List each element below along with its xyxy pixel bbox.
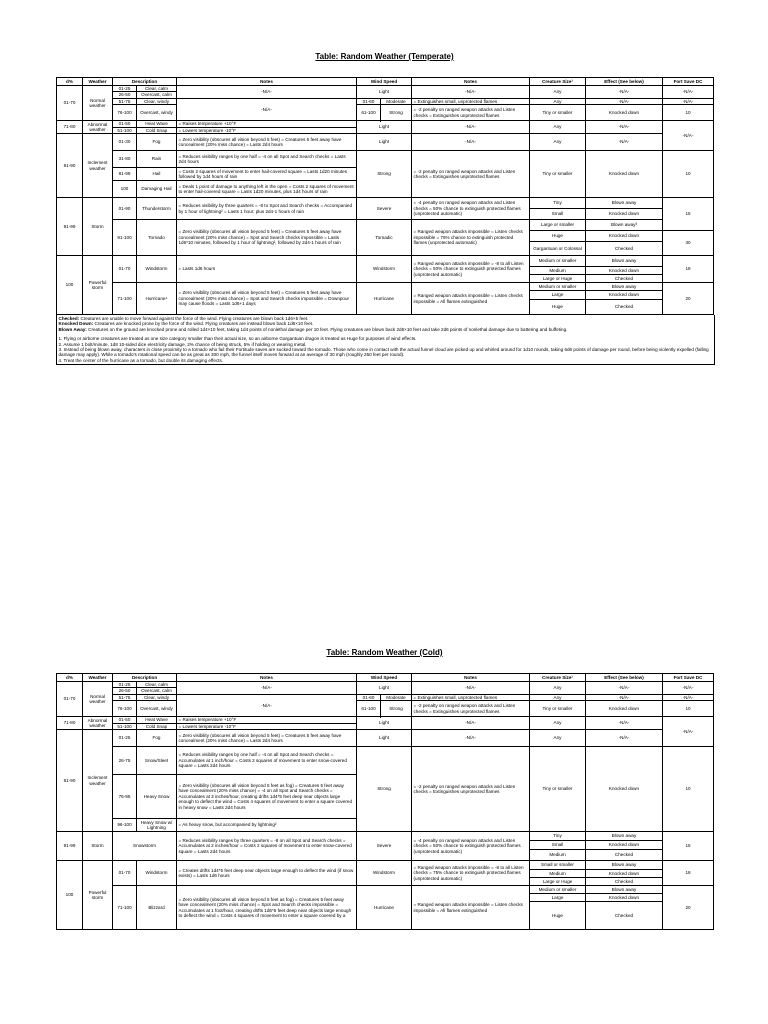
description-cell: Clear, windy	[137, 98, 177, 104]
wind-range-cell: 61-100	[357, 701, 381, 717]
notes-cell: = Costs 2 squares of movement to enter hail-covered square = Lasts 1d20 minutes followed by 1d4 hours of rain	[177, 168, 357, 181]
creature-size-cell: Medium	[530, 267, 586, 275]
notes-cell: = Lasts 1d6 hours	[177, 256, 357, 283]
range-cell: 26-75	[113, 747, 137, 775]
dc-cell: 18	[663, 861, 714, 886]
footnote-text: Creatures are unable to move forward against the force of the wind. Flying creatures are blown back 1d6×5 feet.	[79, 316, 309, 322]
notes-cell: = Reduces visibility by three quarters = -8 to Spot and Search checks = Accompanied by 1 hour of lightning² = Lasts 1 hour; plus 2d4-1 hours of rain	[177, 198, 357, 220]
dc-cell: -N/A-	[663, 694, 714, 700]
header-cell: Notes	[177, 674, 357, 682]
dc-cell: 10	[663, 151, 714, 198]
wind-notes-cell: -N/A-	[412, 134, 530, 151]
notes-cell: = Zero visibility (obscures all vision beyond 5 feet as fog) = Creatures 5 feet away have concealment (20% miss chance) = -4 on all Spot and Search checks = Accumulates at 3 inches/hour, creating drifts 1d4*5 feet deep near objects large enough to deflect the wind = Costs 4 squares of movement to enter a square covered in heavy snow = Lasts 2d4 hours	[177, 775, 357, 819]
wind-notes-cell: = Ranged weapon attacks impossible = Listen checks impossible = All flames extinguished	[412, 886, 530, 930]
wind-notes-cell: = Extinguishes small, unprotected flames	[412, 98, 530, 104]
notes-cell: = As heavy snow, but accompanied by lightning²	[177, 819, 357, 832]
range-cell: 01-50	[113, 717, 137, 723]
footnote-4: 4. Treat the center of the hurricane as a tornado, but double its damaging effects.	[58, 357, 224, 363]
cold-weather-table	[56, 673, 714, 930]
notes-cell: = Reduces visibility ranges by three quarters = -8 on all Spot and Search checks = Accumulates at 2 inches/hour = Costs 2 squares of movement to enter snow-covered square = Lasts 2d4 hours	[177, 832, 357, 861]
description-cell: Heat Wave	[137, 121, 177, 127]
effect-cell: Checked	[586, 878, 663, 886]
description-cell: Blizzard	[137, 886, 177, 930]
effect-cell: Knocked down	[586, 747, 663, 832]
table-row	[57, 832, 714, 841]
description-cell: Tornado	[137, 220, 177, 256]
table-row	[57, 198, 714, 209]
dc-cell: -N/A-	[663, 86, 714, 99]
range-cell: 81-90	[57, 730, 83, 832]
header-cell: d%	[57, 78, 83, 86]
wind-notes-cell: = -4 penalty on ranged weapon attacks and Listen checks = 50% chance to extinguish protected flames (unprotected automatic)	[412, 832, 530, 861]
range-cell: 51-75	[113, 694, 137, 700]
notes-cell: = Deals 1 point of damage to anything left in the open = Costs 2 squares of movement to enter hail-covered square = Lasts 1d20 minutes, plus 1d4 hours of rain	[177, 181, 357, 198]
wind-speed-cell: Light	[357, 121, 412, 134]
weather-cell: Abnormal weather	[83, 717, 113, 730]
table-row	[57, 220, 714, 231]
description-cell: Clear, calm	[137, 682, 177, 688]
description-cell: Rain	[137, 151, 177, 168]
effect-cell: Checked	[586, 850, 663, 861]
table-row	[57, 121, 714, 127]
range-cell: 01-30	[113, 134, 137, 151]
creature-size-cell: Large or Huge	[530, 275, 586, 283]
effect-cell: Checked	[586, 902, 663, 930]
creature-size-cell: Small	[530, 209, 586, 220]
creature-size-cell: Any	[530, 134, 586, 151]
header-cell: Notes	[177, 78, 357, 86]
creature-size-cell: Any	[530, 717, 586, 730]
dc-cell: 30	[663, 231, 714, 256]
range-cell: 71-80	[57, 121, 83, 134]
description-cell: Snow/Sleet	[137, 747, 177, 775]
notes-cell: = Zero visibility (obscures all vision beyond 5 feet) = Creatures 5 feet away have concealment (20% miss chance) = Spot and Search checks impossible = Lasts 1d6*10 minutes, followed by 1 hour of lightning², followed by 2d4-1 hours of rain	[177, 220, 357, 256]
header-cell: d%	[57, 674, 83, 682]
range-cell: 01-90	[113, 198, 137, 220]
range-cell: 71-100	[113, 886, 137, 930]
wind-notes-cell: = -2 penalty on ranged weapon attacks and Listen checks = Extinguishes unprotected flames	[412, 747, 530, 832]
wind-speed-cell: Windstorm	[357, 861, 412, 886]
notes-cell: = Raises temperature +10°F	[177, 717, 357, 723]
footnote-2: 2. Assume 1 bolt/minute, 1d8 10-sided dice electricity damage, 2% chance of being struck, 5% if holding or wearing metal.	[58, 341, 307, 347]
table-row	[57, 105, 714, 121]
table-row	[57, 151, 714, 168]
description-cell: Heavy Snow	[137, 775, 177, 819]
description-cell: Overcast, calm	[137, 92, 177, 98]
effect-cell: Knocked down	[586, 231, 663, 242]
dc-cell: 10	[663, 701, 714, 717]
wind-speed-cell: Strong	[381, 105, 412, 121]
creature-size-cell: Any	[530, 694, 586, 700]
wind-range-cell: 61-100	[357, 105, 381, 121]
creature-size-cell: Huge	[530, 231, 586, 242]
description-cell: Hurricane⁴	[137, 283, 177, 315]
dc-cell: -N/A-	[663, 121, 714, 151]
weather-cell: Powerful storm	[83, 861, 113, 930]
wind-speed-cell: Strong	[357, 747, 412, 832]
wind-notes-cell: = Ranged weapon attacks impossible = -8 to all Listen checks = 50% chance to extinguish protected flames (unprotected automatic)	[412, 256, 530, 283]
creature-size-cell: Small	[530, 841, 586, 850]
dc-cell: 10	[663, 105, 714, 121]
description-cell: Fog	[137, 134, 177, 151]
notes-cell: = Zero visibility (obscures all vision beyond 5 feet) = Creatures 5 feet away have concealment (20% miss chance) = Lasts 2d4 hours	[177, 730, 357, 747]
wind-notes-cell: = -2 penalty on ranged weapon attacks and Listen checks = Extinguishes unprotected flames	[412, 105, 530, 121]
footnote-1: 1. Flying or airborne creatures are treated as one size category smaller than their actual size, so an airborne Gargantuan dragon is treated as Huge for purposes of wind effects.	[58, 336, 417, 342]
footnote-text: Creatures are knocked prone by the force of the wind. Flying creatures are instead blown back 1d6×10 feet.	[93, 321, 314, 327]
description-cell: Windstorm	[137, 256, 177, 283]
footnote-term: Knocked Down:	[58, 321, 94, 327]
effect-cell: -N/A-	[586, 694, 663, 700]
effect-cell: Knocked down	[586, 209, 663, 220]
table-title: Table: Random Weather (Cold)	[326, 648, 443, 657]
range-cell: 91-99	[57, 832, 83, 861]
range-cell: 01-70	[113, 256, 137, 283]
weather-cell: Inclement weather	[83, 134, 113, 198]
header-cell: Creature Size¹	[530, 674, 586, 682]
wind-speed-cell: Light	[357, 717, 412, 730]
creature-size-cell: Medium or smaller	[530, 886, 586, 894]
creature-size-cell: Tiny	[530, 832, 586, 841]
effect-cell: Checked	[586, 242, 663, 256]
effect-cell: Blown away³	[586, 220, 663, 231]
header-cell: Notes	[412, 78, 530, 86]
range-cell: 01-50	[113, 121, 137, 127]
header-cell: Description	[113, 78, 177, 86]
table-footnotes	[56, 315, 715, 365]
range-cell: 100	[57, 861, 83, 930]
effect-cell: Blown away	[586, 886, 663, 894]
header-cell: Wind Speed	[357, 78, 412, 86]
wind-notes-cell: = Ranged weapon attacks impossible = Listen checks impossible = All flames extinguished	[412, 283, 530, 315]
header-cell: Fort Save DC	[663, 78, 714, 86]
effect-cell: Blown away	[586, 832, 663, 841]
creature-size-cell: Huge	[530, 300, 586, 315]
table-row	[57, 682, 714, 688]
footnote-3: 3. Instead of being blown away, characters in close proximity to a tornado who fail their Fortitude saves are sucked toward the tornado. Those who come in contact with the actual funnel cloud are picked up and whirled around for 1d10 rounds, taking 6d6 points of damage per round, before being violently expelled (falling damage may apply). While a tornado's rotational speed can be as great as 300 mph, the funnel itself moves forward at an average of 30 mph (roughly 250 feet per round).	[58, 347, 709, 358]
creature-size-cell: Medium or smaller	[530, 256, 586, 267]
wind-speed-cell: Tornadic	[357, 220, 412, 256]
range-cell: 26-50	[113, 688, 137, 694]
wind-notes-cell: = Ranged weapon attacks impossible = -8 to all Listen checks = 75% chance to extinguish protected flames (unprotected automatic)	[412, 861, 530, 886]
description-cell: Cold Snap	[137, 723, 177, 729]
table-title: Table: Random Weather (Temperate)	[315, 52, 454, 61]
description-cell: Overcast, windy	[137, 105, 177, 121]
footnote-term: Checked:	[58, 316, 80, 322]
description-cell: Windstorm	[137, 861, 177, 886]
range-cell: 01-25	[113, 86, 137, 92]
effect-cell: Knocked down	[586, 701, 663, 717]
table-header-row	[57, 78, 714, 86]
footnote-text: Creatures on the ground are knocked prone and rolled 1d4×10 feet, taking 1d4 points of nonlethal damage per 10 feet. Flying creatures are blown back 2d6×10 feet and take 2d6 points of nonlethal damage due to battering and buffeting.	[86, 326, 568, 332]
creature-size-cell: Any	[530, 86, 586, 99]
table-row	[57, 701, 714, 717]
range-cell: 51-75	[113, 98, 137, 104]
range-cell: 51-100	[113, 127, 137, 133]
range-cell: 100	[113, 181, 137, 198]
effect-cell: Knocked down	[586, 870, 663, 878]
weather-cell: Storm	[83, 832, 113, 861]
effect-cell: Blown away	[586, 198, 663, 209]
notes-cell: -N/A-	[177, 86, 357, 99]
effect-cell: Blown away	[586, 283, 663, 291]
range-cell: 76-95	[113, 775, 137, 819]
table-row	[57, 283, 714, 291]
notes-cell: = Creates drifts 1d4*5 feet deep near objects large enough to deflect the wind (if snow exists) = Lasts 1d6 hours	[177, 861, 357, 886]
header-cell: Fort Save DC	[663, 674, 714, 682]
wind-speed-cell: Light	[357, 134, 412, 151]
range-cell: 01-70	[113, 861, 137, 886]
range-cell: 51-100	[113, 723, 137, 729]
creature-size-cell: Medium	[530, 850, 586, 861]
dc-cell: -N/A-	[663, 682, 714, 695]
table-row	[57, 886, 714, 894]
wind-notes-cell: = Extinguishes small, unprotected flames	[412, 694, 530, 700]
wind-notes-cell: -N/A-	[412, 730, 530, 747]
creature-size-cell: Any	[530, 121, 586, 134]
header-cell: Effect (See below)	[586, 674, 663, 682]
effect-cell: -N/A-	[586, 717, 663, 730]
dc-cell: -N/A-	[663, 98, 714, 104]
notes-cell: = Zero visibility (obscures all vision beyond 5 feet) = Creatures 5 feet away have concealment (20% miss chance) = Lasts 2d4 hours	[177, 134, 357, 151]
table-row	[57, 256, 714, 267]
dc-cell: 15	[663, 832, 714, 861]
notes-cell: -N/A-	[177, 682, 357, 695]
effect-cell: -N/A-	[586, 730, 663, 747]
range-cell: 76-100	[113, 105, 137, 121]
header-cell: Description	[113, 674, 177, 682]
description-cell: Thunderstorm	[137, 198, 177, 220]
table-row	[57, 730, 714, 747]
wind-notes-cell: = -2 penalty on ranged weapon attacks and Listen checks = Extinguishes unprotected flames	[412, 701, 530, 717]
temperate-weather-table-section	[56, 52, 713, 365]
creature-size-cell: Tiny	[530, 198, 586, 209]
description-cell: Clear, calm	[137, 86, 177, 92]
creature-size-cell: Huge	[530, 902, 586, 930]
notes-cell: = Lowers temperature -10°F	[177, 723, 357, 729]
dc-cell: -N/A-	[663, 717, 714, 747]
dc-cell: 20	[663, 886, 714, 930]
weather-cell: Inclement weather	[83, 730, 113, 832]
creature-size-cell: Medium	[530, 870, 586, 878]
notes-cell: = Reduces visibility ranges by one half = -4 on all Spot and Search checks = Accumulates at 1 inch/hour = Costs 2 squares of movement to enter snow-covered square = Lasts 2d4 hours	[177, 747, 357, 775]
wind-speed-cell: Hurricane	[357, 283, 412, 315]
range-cell: 91-99	[57, 198, 83, 256]
effect-cell: Checked	[586, 300, 663, 315]
header-cell: Weather	[83, 78, 113, 86]
wind-speed-cell: Strong	[381, 701, 412, 717]
creature-size-cell: Large or smaller	[530, 220, 586, 231]
range-cell: 26-50	[113, 92, 137, 98]
table-row	[57, 861, 714, 870]
creature-size-cell: Any	[530, 730, 586, 747]
description-cell: Damaging Hail	[137, 181, 177, 198]
notes-cell: = Zero visibility (obscures all vision beyond 5 feet) = Creatures 5 feet away have concealment (20% miss chance) = Spot and Search checks impossible = Downpour may cause floods = Lasts 1d6+1 days	[177, 283, 357, 315]
wind-speed-cell: Moderate	[381, 694, 412, 700]
table-row	[57, 86, 714, 92]
wind-notes-cell: -N/A-	[412, 86, 530, 99]
wind-speed-cell: Moderate	[381, 98, 412, 104]
header-cell: Wind Speed	[357, 674, 412, 682]
creature-size-cell: Tiny or smaller	[530, 151, 586, 198]
effect-cell: -N/A-	[586, 134, 663, 151]
effect-cell: -N/A-	[586, 121, 663, 134]
range-cell: 71-100	[113, 283, 137, 315]
range-cell: 76-100	[113, 701, 137, 717]
notes-cell: -N/A-	[177, 694, 357, 716]
weather-cell: Powerful storm	[83, 256, 113, 315]
footnote-term: Blown Away:	[58, 326, 87, 332]
wind-notes-cell: -N/A-	[412, 717, 530, 730]
range-cell: 01-25	[113, 730, 137, 747]
creature-size-cell: Any	[530, 98, 586, 104]
header-cell: Effect (See below)	[586, 78, 663, 86]
temperate-weather-table	[56, 77, 714, 315]
description-cell: Clear, windy	[137, 694, 177, 700]
range-cell: 01-25	[113, 682, 137, 688]
wind-notes-cell: -N/A-	[412, 121, 530, 134]
notes-cell: = Zero visibility (obscures all vision beyond 5 feet as fog) = Creatures 5 feet away have concealment (20% miss chance) = Spot and Search checks impossible = Accumulates at 1 foot/hour, creating drifts 1d6*5 feet deep near objects large enough to deflect the wind = Costs 4 squares of movement to enter a square covered by a	[177, 886, 357, 930]
cold-weather-table-section	[56, 648, 713, 930]
range-cell: 81-90	[57, 134, 83, 198]
effect-cell: Knocked down	[586, 841, 663, 850]
range-cell: 100	[57, 256, 83, 315]
effect-cell: -N/A-	[586, 682, 663, 695]
weather-cell: Normal weather	[83, 682, 113, 717]
table-header-row	[57, 674, 714, 682]
effect-cell: Blown away	[586, 861, 663, 870]
effect-cell: Knocked down	[586, 151, 663, 198]
wind-speed-cell: Severe	[357, 198, 412, 220]
effect-cell: Knocked down	[586, 291, 663, 300]
notes-cell: = Raises temperature +10°F	[177, 121, 357, 127]
creature-size-cell: Large	[530, 291, 586, 300]
wind-speed-cell: Light	[357, 682, 412, 695]
description-cell: Overcast, calm	[137, 688, 177, 694]
description-cell: Cold Snap	[137, 127, 177, 133]
weather-cell: Abnormal weather	[83, 121, 113, 134]
creature-size-cell: Large or Huge	[530, 878, 586, 886]
weather-cell: Storm	[83, 198, 113, 256]
wind-notes-cell: = -4 penalty on ranged weapon attacks and Listen checks = 50% chance to extinguish protected flames (unprotected automatic)	[412, 198, 530, 220]
range-cell: 31-80	[113, 151, 137, 168]
dc-cell: 20	[663, 283, 714, 315]
wind-speed-cell: Hurricane	[357, 886, 412, 930]
range-cell: 91-100	[113, 220, 137, 256]
range-cell: 01-70	[57, 682, 83, 717]
table-row	[57, 134, 714, 151]
header-cell: Weather	[83, 674, 113, 682]
wind-speed-cell: Light	[357, 730, 412, 747]
wind-notes-cell: = -2 penalty on ranged weapon attacks and Listen checks = Extinguishes unprotected flames	[412, 151, 530, 198]
wind-speed-cell: Light	[357, 86, 412, 99]
creature-size-cell: Tiny or smaller	[530, 105, 586, 121]
creature-size-cell: Medium or smaller	[530, 283, 586, 291]
notes-cell: = Lowers temperature -10°F	[177, 127, 357, 133]
description-cell: Overcast, windy	[137, 701, 177, 717]
effect-cell: -N/A-	[586, 98, 663, 104]
effect-cell: Knocked down	[586, 105, 663, 121]
wind-speed-cell: Severe	[357, 832, 412, 861]
effect-cell: Blown away	[586, 256, 663, 267]
notes-cell: -N/A-	[177, 98, 357, 120]
effect-cell: Knocked down	[586, 267, 663, 275]
wind-notes-cell: -N/A-	[412, 682, 530, 695]
wind-range-cell: 01-60	[357, 98, 381, 104]
wind-speed-cell: Strong	[357, 151, 412, 198]
wind-range-cell: 01-60	[357, 694, 381, 700]
table-row	[57, 717, 714, 723]
wind-speed-cell: Windstorm	[357, 256, 412, 283]
description-cell: Snowstorm	[113, 832, 177, 861]
description-cell: Hail	[137, 168, 177, 181]
range-cell: 01-70	[57, 86, 83, 121]
header-cell: Notes	[412, 674, 530, 682]
description-cell: Heat Wave	[137, 717, 177, 723]
header-cell: Creature Size¹	[530, 78, 586, 86]
range-cell: 71-80	[57, 717, 83, 730]
effect-cell: Knocked down	[586, 894, 663, 902]
creature-size-cell: Tiny or smaller	[530, 701, 586, 717]
dc-cell: 18	[663, 256, 714, 283]
weather-cell: Normal weather	[83, 86, 113, 121]
creature-size-cell: Any	[530, 682, 586, 695]
description-cell: Heavy Snow w/ Lightning	[137, 819, 177, 832]
table-row	[57, 747, 714, 775]
creature-size-cell: Large	[530, 894, 586, 902]
dc-cell: 10	[663, 747, 714, 832]
dc-cell: 15	[663, 198, 714, 231]
description-cell: Fog	[137, 730, 177, 747]
range-cell: 96-100	[113, 819, 137, 832]
creature-size-cell: Gargantuan or Colossal	[530, 242, 586, 256]
creature-size-cell: Tiny or smaller	[530, 747, 586, 832]
effect-cell: -N/A-	[586, 86, 663, 99]
notes-cell: = Reduces visibility ranges by one half = -4 on all Spot and Search checks = Lasts 2d4 hours	[177, 151, 357, 168]
wind-notes-cell: = Ranged weapon attacks impossible = Listen checks impossible = 75% chance to extinguish protected flames (unprotected automatic)	[412, 220, 530, 256]
effect-cell: Checked	[586, 275, 663, 283]
range-cell: 81-99	[113, 168, 137, 181]
creature-size-cell: Small or smaller	[530, 861, 586, 870]
